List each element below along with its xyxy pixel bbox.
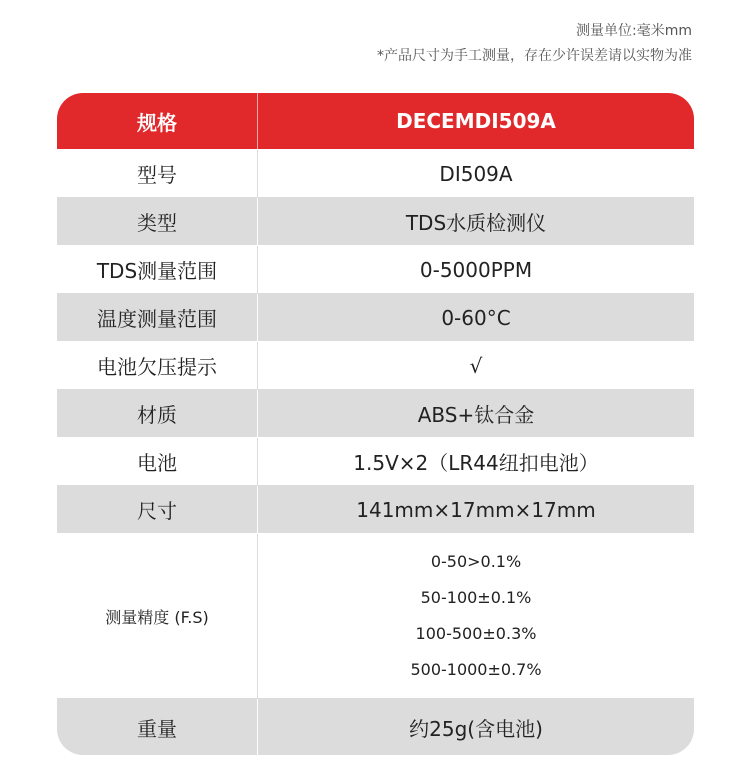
row-key: 重量 — [57, 699, 258, 755]
measurement-disclaimer: *产品尺寸为手工测量，存在少许误差请以实物为准 — [377, 48, 692, 64]
row-key: 类型 — [57, 198, 258, 245]
row-key: TDS测量范围 — [57, 246, 258, 293]
precision-value: 500-1000±0.7% — [410, 660, 542, 679]
measurement-unit-note: 测量单位:毫米mm — [576, 23, 692, 39]
precision-value: 0-50>0.1% — [430, 552, 522, 571]
row-key: 型号 — [57, 150, 258, 197]
row-value: 1.5V×2（LR44纽扣电池） — [353, 451, 599, 475]
table-row — [57, 438, 694, 486]
table-row — [57, 246, 694, 294]
row-key: 材质 — [57, 390, 258, 437]
table-row — [57, 294, 694, 342]
spec-table — [57, 93, 694, 755]
table-row — [57, 486, 694, 534]
row-value: 141mm×17mm×17mm — [356, 497, 596, 522]
table-row — [57, 342, 694, 390]
table-row — [57, 390, 694, 438]
row-key: 电池欠压提示 — [57, 342, 258, 389]
table-row — [57, 198, 694, 246]
header-key: 规格 — [57, 93, 258, 149]
header-value: DECEMDI509A — [396, 109, 556, 133]
precision-value: 100-500±0.3% — [415, 624, 537, 643]
row-value: 约25g(含电池) — [409, 716, 543, 741]
row-value: TDS水质检测仪 — [405, 211, 547, 235]
precision-row — [57, 534, 694, 699]
row-value: DI509A — [439, 161, 513, 186]
row-key: 测量精度 (F.S) — [57, 534, 258, 698]
row-value: 0-5000PPM — [419, 257, 533, 282]
row-value: ABS+钛合金 — [417, 403, 535, 427]
checkmark-value: √ — [469, 353, 483, 378]
row-value: 0-60°C — [441, 305, 511, 330]
table-row — [57, 150, 694, 198]
precision-values — [258, 534, 694, 698]
row-key: 尺寸 — [57, 486, 258, 533]
row-key: 电池 — [57, 438, 258, 485]
spec-table-header — [57, 93, 694, 150]
precision-value: 50-100±0.1% — [420, 588, 532, 607]
row-key: 温度测量范围 — [57, 294, 258, 341]
weight-row — [57, 699, 694, 755]
